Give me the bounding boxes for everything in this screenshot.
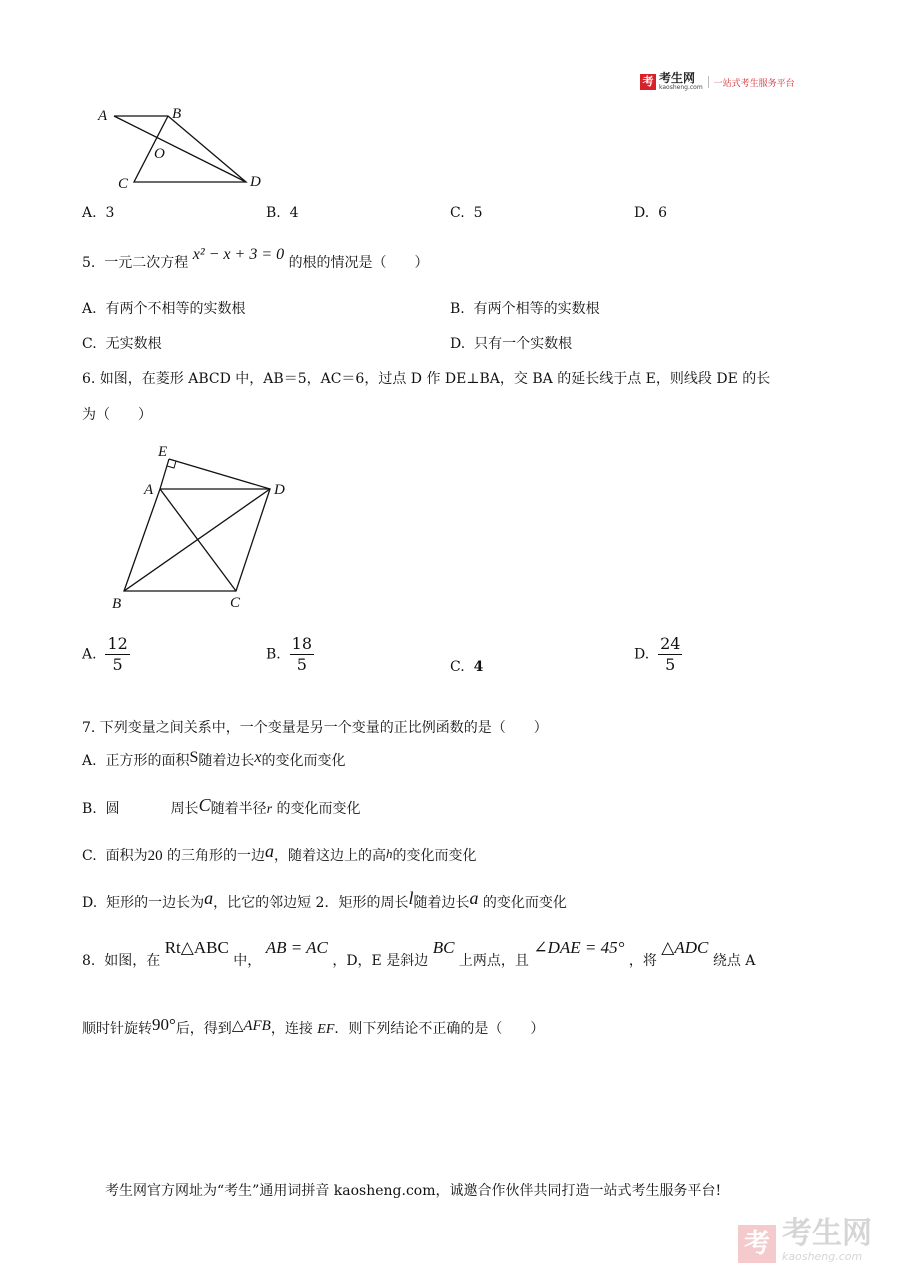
- q8-text: ，将: [628, 953, 657, 969]
- option-key: D.: [450, 336, 466, 352]
- option-text: 3: [105, 205, 115, 221]
- option-text: 矩形的一边长为: [106, 895, 205, 911]
- q6-extension-ae: [160, 459, 169, 489]
- q8-equation: AB = AC: [265, 938, 328, 957]
- option-key: C.: [82, 336, 97, 352]
- q8-text: 顺时针旋转: [82, 1021, 152, 1037]
- q8-stem-line1: [82, 938, 755, 972]
- watermark-text: [782, 1218, 872, 1263]
- option-key: C.: [82, 848, 97, 864]
- q5-option-a[interactable]: [82, 298, 245, 318]
- option-text: 4: [473, 659, 484, 675]
- option-text: 的变化而变化: [261, 753, 346, 769]
- math-var: S: [189, 749, 199, 766]
- q8-triangle-adc: △ADC: [661, 938, 709, 957]
- q5-stem-post: 的根的情况是（ ）: [288, 255, 429, 271]
- math-var: a: [265, 841, 275, 861]
- option-key: B.: [266, 205, 281, 221]
- logo-mark-icon: 考: [640, 74, 656, 90]
- header-logo: [640, 73, 795, 91]
- q6-label-e: E: [158, 444, 168, 460]
- q8-triangle: Rt△ABC: [164, 938, 229, 957]
- option-text: 的三角形的一边: [162, 848, 266, 864]
- q6-stem-line1: 6. 如图，在菱形 ABCD 中，AB＝5，AC＝6，过点 D 作 DE⊥BA，交 BA 的延长线于点 E，则线段 DE 的长: [82, 371, 771, 387]
- fraction-numerator: 24: [660, 634, 681, 653]
- logo-slogan: 一站式考生服务平台: [713, 78, 795, 89]
- option-key: C.: [450, 659, 465, 675]
- q4-label-c: C: [118, 176, 129, 192]
- q4-label-b: B: [172, 106, 182, 122]
- question-number: 5.: [82, 255, 96, 271]
- math-var: a: [469, 888, 479, 908]
- q4-option-a[interactable]: [82, 205, 114, 221]
- option-text: 的变化而变化: [478, 895, 567, 911]
- q5-equation: x² − x + 3 = 0: [192, 246, 285, 263]
- q6-option-b[interactable]: [266, 634, 314, 675]
- fraction-denominator: 5: [296, 655, 307, 674]
- option-fraction: [290, 634, 314, 675]
- q4-figure: [90, 98, 280, 198]
- option-text: 随着半径: [210, 801, 267, 817]
- q8-segment-bc: BC: [432, 938, 455, 957]
- q8-stem-line2: [82, 1015, 545, 1038]
- q6-label-d: D: [274, 482, 285, 498]
- option-text: 圆: [105, 801, 120, 817]
- q5-stem: [82, 246, 429, 272]
- math-var: h: [386, 846, 393, 861]
- option-text: 4: [289, 205, 299, 221]
- option-key: C.: [450, 205, 465, 221]
- q8-text: ，连接: [270, 1021, 313, 1037]
- q6-option-c[interactable]: [450, 659, 483, 675]
- math-var: l: [408, 888, 414, 908]
- q4-label-a: A: [98, 108, 108, 124]
- q8-text: ，D，E 是斜边: [332, 953, 429, 969]
- option-text: 随着边长: [198, 753, 255, 769]
- option-text: 面积为: [105, 848, 148, 864]
- q6-stem-line2: 为（ ）: [82, 407, 152, 423]
- q8-text: 上两点，且: [458, 953, 529, 969]
- q6-option-d[interactable]: [634, 634, 682, 675]
- q7-option-c[interactable]: [82, 841, 477, 865]
- option-text: 有两个不相等的实数根: [105, 301, 246, 317]
- option-text: 周长: [170, 801, 199, 817]
- q6-label-a: A: [144, 482, 154, 498]
- option-text: 正方形的面积: [105, 753, 190, 769]
- q5-stem-pre: 一元二次方程: [104, 255, 189, 271]
- option-key: A.: [82, 301, 97, 317]
- math-var: r: [266, 802, 273, 817]
- watermark-mark-icon: 考: [738, 1225, 776, 1263]
- fraction-denominator: 5: [665, 655, 676, 674]
- q6-label-c: C: [230, 595, 241, 611]
- footer-text: 考生网官方网址为“考生”通用词拼音 kaosheng.com，诚邀合作伙伴共同打造一站式考生服务平台!: [105, 1183, 722, 1199]
- option-text: 只有一个实数根: [474, 336, 573, 352]
- option-text: ，随着这边上的高: [274, 848, 387, 864]
- q7-stem: 7. 下列变量之间关系中，一个变量是另一个变量的正比例函数的是（ ）: [82, 720, 548, 736]
- q6-option-a[interactable]: [82, 634, 130, 675]
- option-key: A.: [82, 646, 97, 663]
- q4-option-b[interactable]: [266, 205, 299, 221]
- watermark-domain: kaosheng.com: [782, 1250, 863, 1263]
- q4-option-d[interactable]: [634, 205, 667, 221]
- q8-text: 后，得到: [175, 1021, 232, 1037]
- math-number: 20: [147, 848, 163, 864]
- q8-text: 中，: [233, 953, 262, 969]
- logo-name-text: 考生网: [659, 71, 696, 85]
- q6-segment-de: [169, 459, 270, 489]
- q8-angle: ∠DAE = 45°: [533, 938, 625, 957]
- option-key: D.: [634, 205, 650, 221]
- q4-label-d: D: [250, 174, 261, 190]
- q7-option-a[interactable]: [82, 750, 345, 770]
- option-key: D.: [82, 895, 98, 911]
- q8-text: 如图，在: [104, 953, 161, 969]
- logo-divider: [708, 76, 709, 88]
- q6-figure: [100, 436, 300, 616]
- option-text: 6: [658, 205, 668, 221]
- option-key: B.: [450, 301, 465, 317]
- math-var: C: [198, 795, 211, 815]
- math-var: x: [254, 749, 262, 766]
- option-text: 的变化而变化: [272, 801, 361, 817]
- fraction-numerator: 12: [107, 634, 128, 653]
- fraction-denominator: 5: [112, 655, 123, 674]
- q4-label-o: O: [154, 146, 165, 162]
- q8-degree: 90°: [152, 1015, 176, 1034]
- option-key: B.: [266, 646, 281, 663]
- q5-option-d[interactable]: [450, 333, 572, 353]
- option-fraction: [658, 634, 682, 675]
- q8-segment-ef: EF: [317, 1022, 335, 1037]
- logo-domain: kaosheng.com: [659, 84, 703, 91]
- option-text: 5: [473, 205, 483, 221]
- math-var: a: [204, 888, 214, 908]
- question-number: 8.: [82, 953, 96, 969]
- option-text: 的变化而变化: [392, 848, 477, 864]
- q7-option-b[interactable]: [82, 797, 360, 818]
- option-key: D.: [634, 646, 650, 663]
- watermark-name: 考生网: [782, 1216, 872, 1251]
- option-text: 随着边长: [413, 895, 470, 911]
- option-text: ，比它的邻边短 2．矩形的周长: [213, 895, 409, 911]
- q6-diagonal-bd: [124, 489, 270, 591]
- q6-label-b: B: [112, 596, 122, 612]
- option-fraction: [105, 634, 129, 675]
- option-key: B.: [82, 801, 97, 817]
- logo-name: [659, 73, 703, 91]
- q8-text: ．则下列结论不正确的是（ ）: [334, 1021, 545, 1037]
- option-key: A.: [82, 205, 97, 221]
- option-text: 有两个相等的实数根: [473, 301, 600, 317]
- option-key: A.: [82, 753, 97, 769]
- q7-option-d[interactable]: [82, 888, 567, 912]
- q5-option-c[interactable]: [82, 333, 162, 353]
- q5-option-b[interactable]: [450, 298, 600, 318]
- watermark-logo: [738, 1218, 872, 1263]
- q8-text: 绕点 A: [712, 953, 756, 969]
- q8-triangle-afb: △AFB: [231, 1018, 271, 1034]
- option-text: 无实数根: [105, 336, 162, 352]
- q4-option-c[interactable]: [450, 205, 483, 221]
- fraction-numerator: 18: [291, 634, 313, 653]
